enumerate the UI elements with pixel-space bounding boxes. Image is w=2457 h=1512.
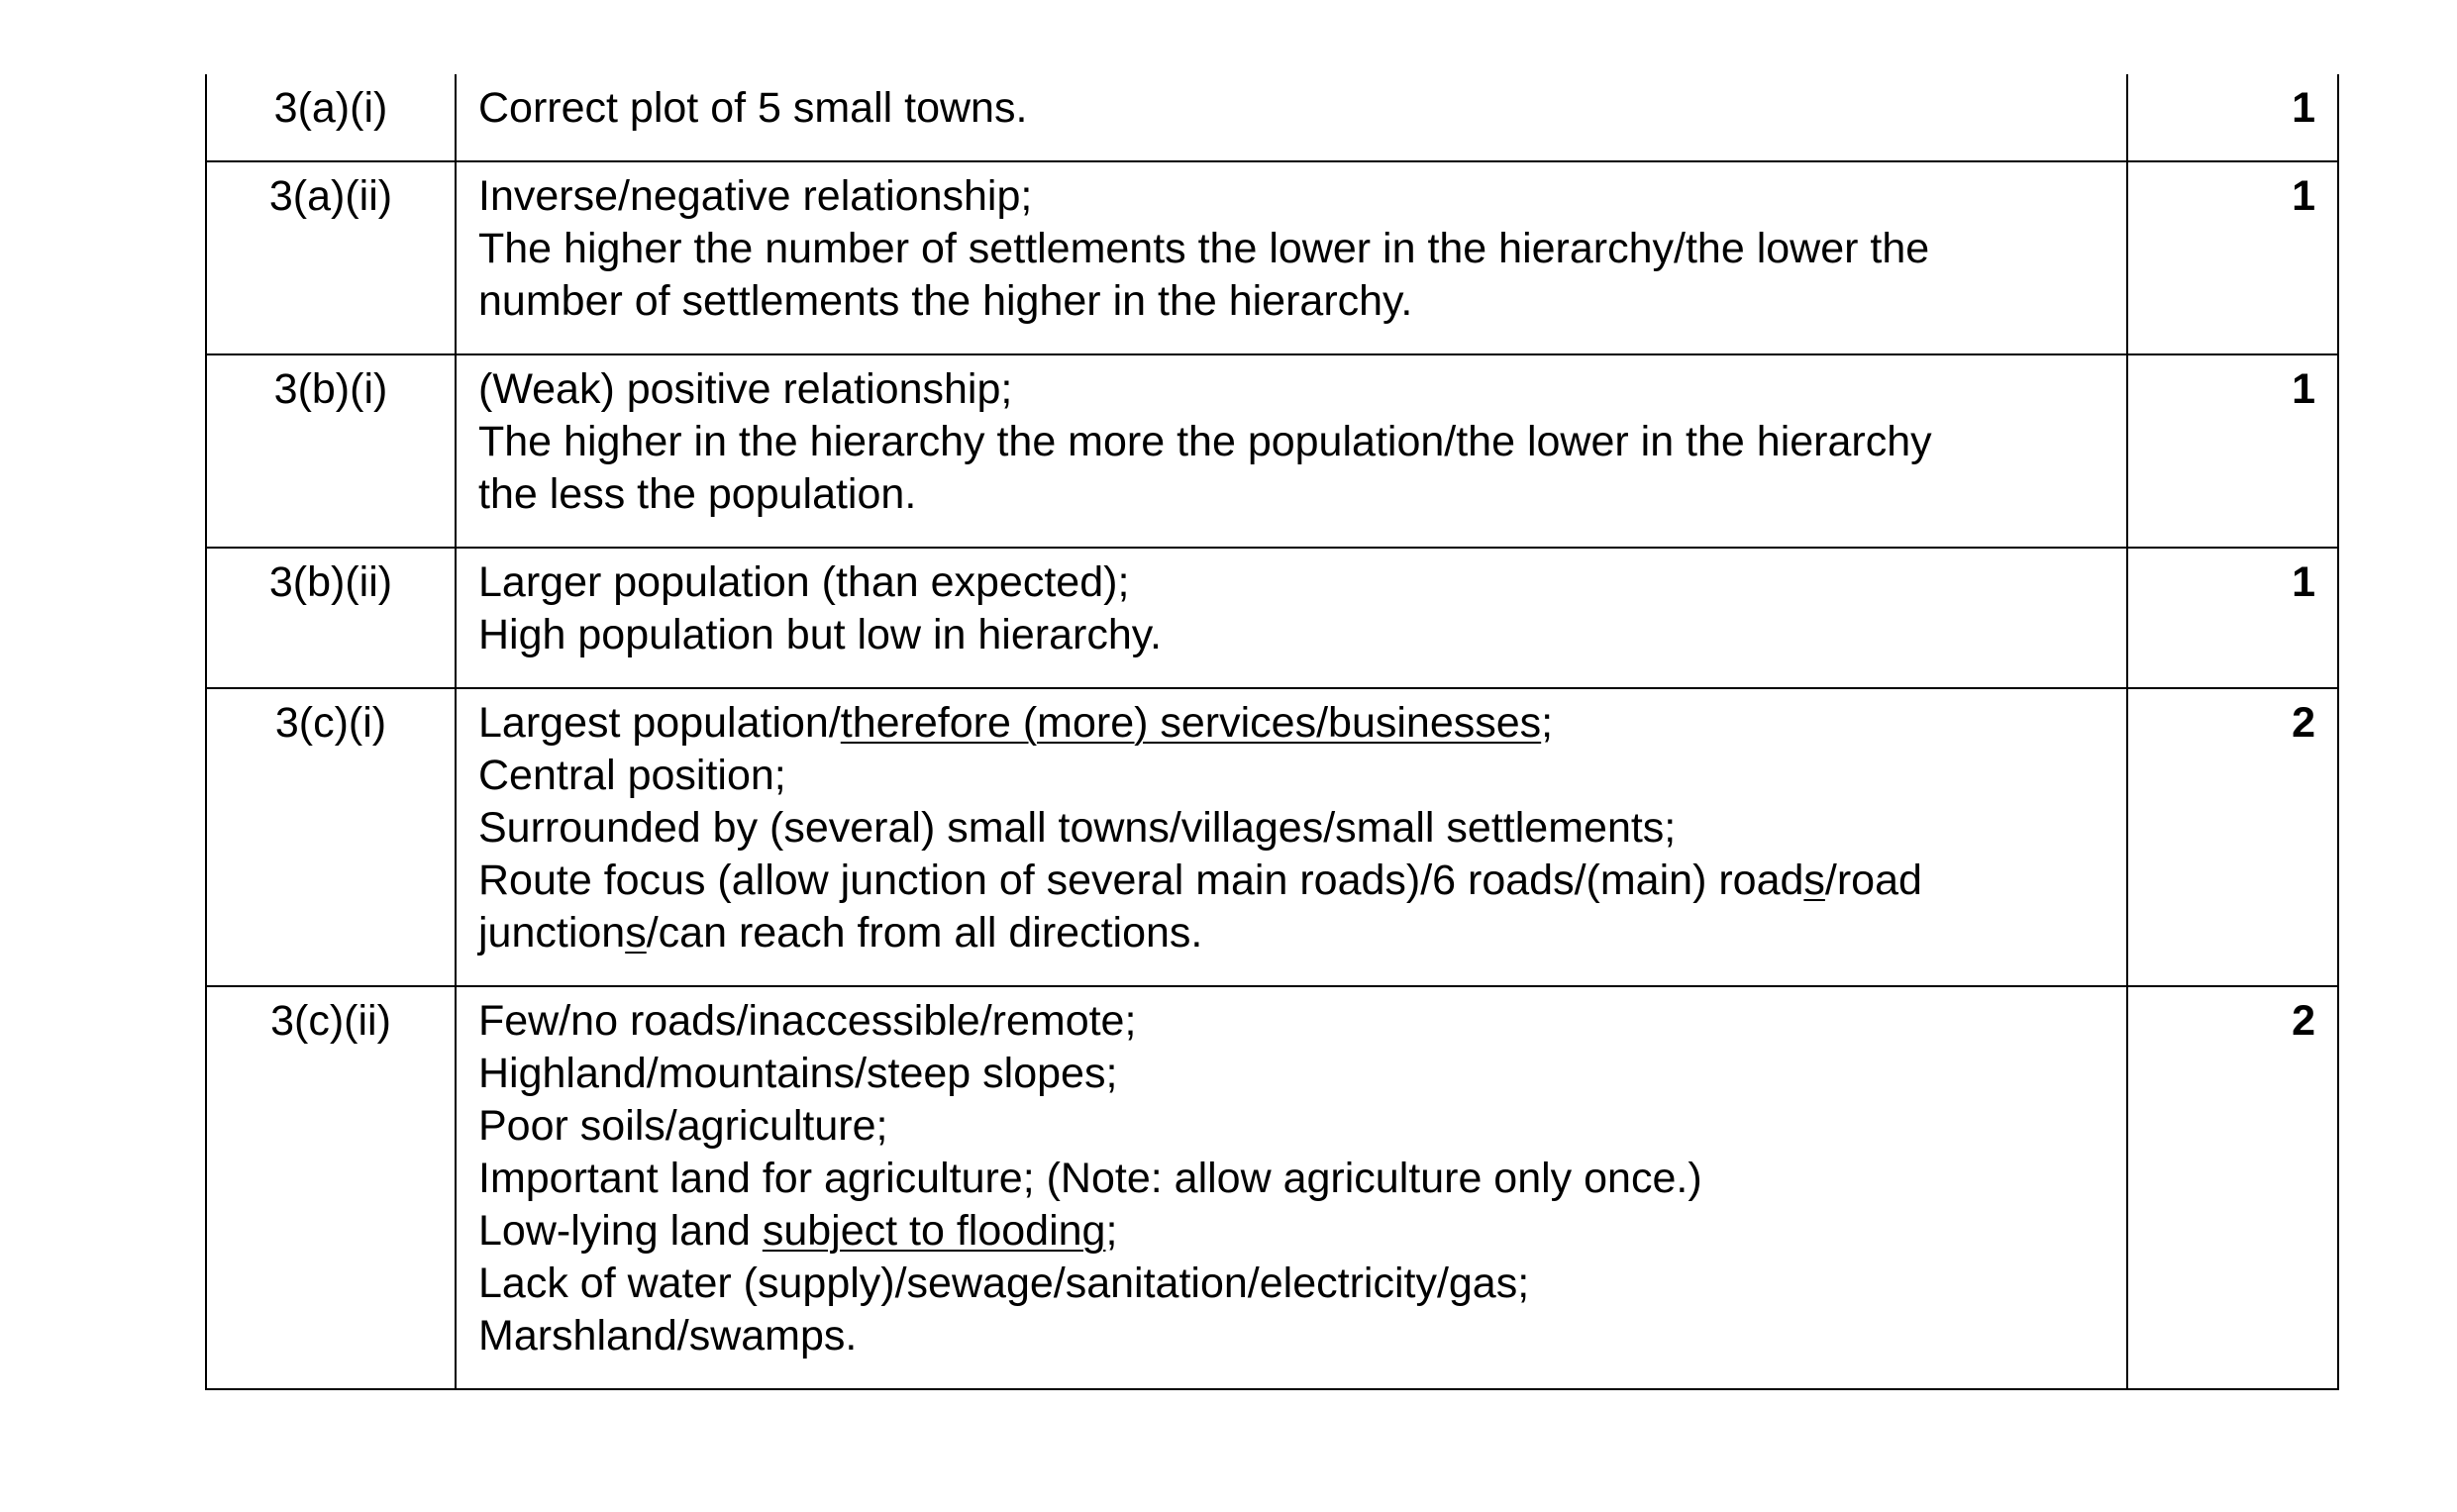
mark-scheme-row: [206, 688, 2338, 986]
answer-line: [478, 697, 2106, 750]
answer-text: [456, 161, 2127, 354]
answer-text-segment: Poor soils/agriculture;: [478, 1102, 888, 1150]
question-number: 3(b)(ii): [206, 548, 456, 688]
marks-value: 1: [2127, 74, 2338, 161]
answer-text-segment: ;: [1541, 699, 1554, 747]
answer-line: [478, 1258, 2106, 1310]
answer-text-segment: the less the population.: [478, 470, 917, 518]
answer-line: [478, 907, 2106, 959]
question-number: 3(a)(ii): [206, 161, 456, 354]
answer-line: [478, 275, 2106, 328]
answer-line: [478, 223, 2106, 275]
answer-text: [456, 548, 2127, 688]
answer-text-segment: The higher in the hierarchy the more the population/the lower in the hierarchy: [478, 418, 1932, 465]
answer-line: [478, 416, 2106, 468]
answer-text-segment: High population but low in hierarchy.: [478, 611, 1162, 658]
marks-value: 2: [2127, 688, 2338, 986]
answer-line: [478, 170, 2106, 223]
marks-value: 1: [2127, 354, 2338, 548]
mark-scheme-row: [206, 548, 2338, 688]
answer-line: [478, 995, 2106, 1048]
answer-text-segment: /can reach from all directions.: [646, 909, 1203, 957]
answer-line: [478, 1100, 2106, 1153]
answer-text-segment: Central position;: [478, 752, 786, 799]
marks-value: 1: [2127, 548, 2338, 688]
underlined-text: s: [1803, 857, 1825, 904]
answer-line: [478, 1048, 2106, 1100]
answer-line: [478, 468, 2106, 521]
answer-text-segment: ;: [1105, 1207, 1118, 1255]
answer-text-segment: Highland/mountains/steep slopes;: [478, 1050, 1118, 1097]
mark-scheme-row: [206, 986, 2338, 1389]
answer-line: [478, 556, 2106, 609]
answer-text-segment: /road: [1824, 857, 1922, 904]
question-number: 3(c)(i): [206, 688, 456, 986]
answer-text-segment: junction: [478, 909, 626, 957]
answer-text-segment: Few/no roads/inaccessible/remote;: [478, 997, 1137, 1045]
answer-text-segment: number of settlements the higher in the hierarchy.: [478, 277, 1413, 325]
question-number: 3(c)(ii): [206, 986, 456, 1389]
answer-line: [478, 1310, 2106, 1362]
answer-text: [456, 688, 2127, 986]
answer-text-segment: Largest population/: [478, 699, 841, 747]
answer-text-segment: Marshland/swamps.: [478, 1312, 858, 1360]
answer-text: [456, 354, 2127, 548]
answer-text-segment: Low-lying land: [478, 1207, 763, 1255]
underlined-text: therefore (more) services/businesses: [840, 699, 1542, 747]
answer-line: [478, 363, 2106, 416]
answer-text-segment: Correct plot of 5 small towns.: [478, 84, 1028, 132]
mark-scheme-table: [205, 74, 2339, 1390]
answer-line: [478, 1205, 2106, 1258]
question-number: 3(a)(i): [206, 74, 456, 161]
answer-line: [478, 82, 2106, 135]
answer-text-segment: Important land for agriculture; (Note: allow agriculture only once.): [478, 1155, 1702, 1202]
answer-text: [456, 986, 2127, 1389]
underlined-text: subject to flooding: [762, 1207, 1106, 1255]
mark-scheme-row: [206, 161, 2338, 354]
answer-text-segment: Surrounded by (several) small towns/villages/small settlements;: [478, 804, 1677, 852]
underlined-text: s: [625, 909, 647, 957]
mark-scheme-row: [206, 74, 2338, 161]
answer-line: [478, 1153, 2106, 1205]
answer-text-segment: Inverse/negative relationship;: [478, 172, 1033, 220]
answer-text-segment: The higher the number of settlements the lower in the hierarchy/the lower the: [478, 225, 1930, 272]
mark-scheme-row: [206, 354, 2338, 548]
mark-scheme-table-body: [206, 74, 2338, 1389]
question-number: 3(b)(i): [206, 354, 456, 548]
answer-line: [478, 802, 2106, 855]
marks-value: 2: [2127, 986, 2338, 1389]
answer-line: [478, 750, 2106, 802]
answer-text-segment: Larger population (than expected);: [478, 558, 1130, 606]
answer-line: [478, 855, 2106, 907]
answer-text: [456, 74, 2127, 161]
answer-text-segment: Route focus (allow junction of several main roads)/6 roads/(main) road: [478, 857, 1804, 904]
marks-value: 1: [2127, 161, 2338, 354]
answer-text-segment: (Weak) positive relationship;: [478, 365, 1013, 413]
answer-text-segment: Lack of water (supply)/sewage/sanitation/electricity/gas;: [478, 1260, 1530, 1307]
answer-line: [478, 609, 2106, 661]
